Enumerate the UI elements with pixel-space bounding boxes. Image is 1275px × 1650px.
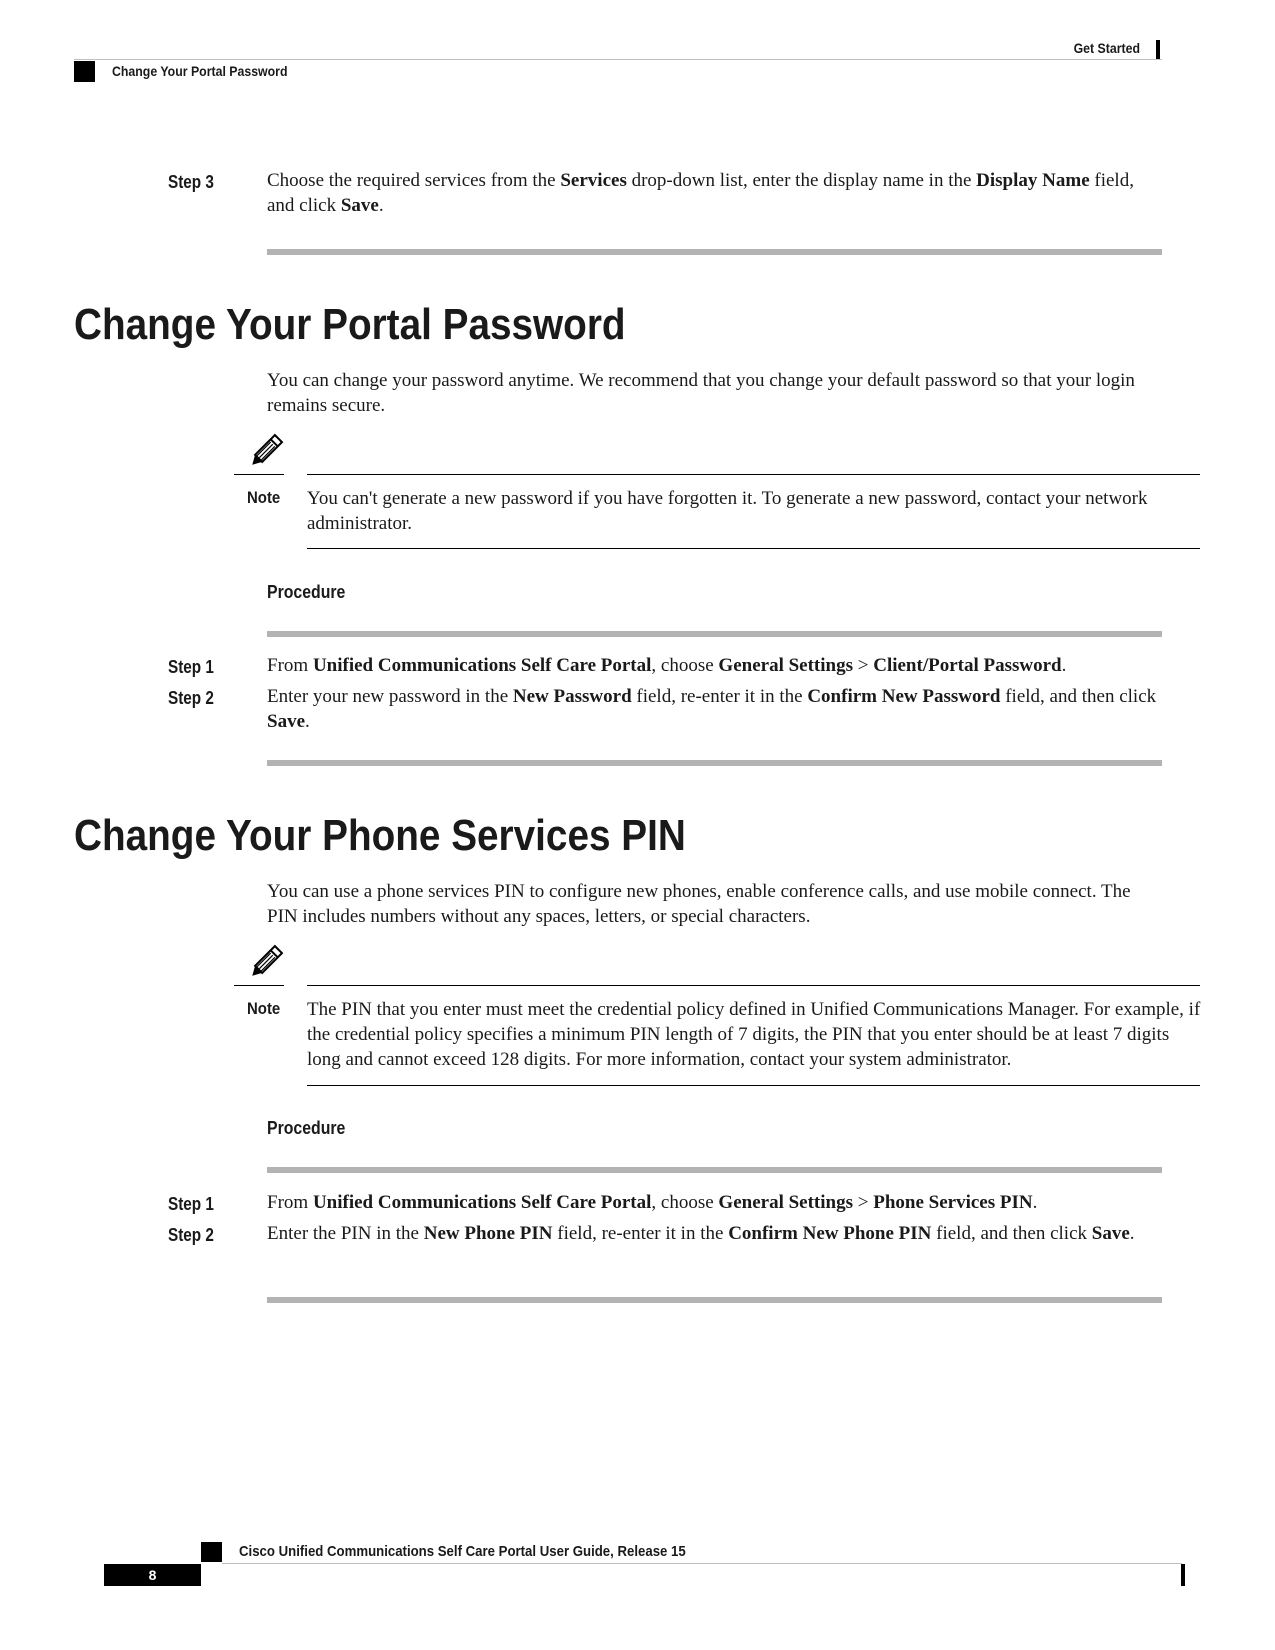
note-text: The PIN that you enter must meet the credential policy defined in Unified Communications Manager. For example, if the credential policy specifies a minimum PIN length of 7 digits, the PIN that you enter should be at least 7 digits long and cannot exceed 128 digits. For more information, contact your system administrator.: [307, 999, 1201, 1070]
section-intro: You can use a phone services PIN to configure new phones, enable conference calls, and use mobile connect. The PIN includes numbers without any spaces, letters, or special characters.: [267, 881, 1131, 927]
step-text: Enter your new password in the New Password field, re-enter it in the Confirm New Password field, and then click Save.: [267, 686, 1157, 732]
header-rule: [74, 59, 1162, 60]
footer-book-title: Cisco Unified Communications Self Care Portal User Guide, Release 15: [239, 1543, 686, 1560]
section-title-portal-password: Change Your Portal Password: [74, 300, 626, 349]
running-header-chapter: Get Started: [1073, 40, 1140, 56]
step-text: From Unified Communications Self Care Portal, choose General Settings > Phone Services PIN.: [267, 1192, 1038, 1213]
note-bottom-rule: [307, 1085, 1200, 1086]
note-icon-rule: [234, 474, 284, 475]
step-text: Choose the required services from the Services drop-down list, enter the display name in the Display Name field, and click Save.: [267, 170, 1134, 216]
procedure-start-rule: [267, 1167, 1162, 1173]
note-icon-rule: [234, 985, 284, 986]
running-header-section: Change Your Portal Password: [112, 63, 288, 79]
note-top-rule: [307, 474, 1200, 475]
step-label: Step 2: [168, 1225, 214, 1245]
page-number: 8: [104, 1564, 201, 1586]
procedure-end-rule: [267, 1297, 1162, 1303]
header-right-bar: [1156, 40, 1160, 60]
step-label: Step 3: [168, 172, 214, 192]
note-label: Note: [247, 999, 281, 1018]
note-bottom-rule: [307, 548, 1200, 549]
section-intro: You can change your password anytime. We recommend that you change your default password so that your login remains secure.: [267, 370, 1135, 416]
procedure-heading: Procedure: [267, 1118, 346, 1138]
note-text: You can't generate a new password if you have forgotten it. To generate a new password, contact your network administrator.: [307, 488, 1148, 534]
pencil-note-icon: [245, 943, 285, 983]
procedure-end-rule: [267, 760, 1162, 766]
step-label: Step 1: [168, 1194, 214, 1214]
note-top-rule: [307, 985, 1200, 986]
header-left-block: [74, 61, 95, 82]
footer-right-bar: [1181, 1564, 1185, 1586]
step-label: Step 1: [168, 657, 214, 677]
note-label: Note: [247, 488, 281, 507]
pencil-note-icon: [245, 432, 285, 472]
section-title-phone-pin: Change Your Phone Services PIN: [74, 811, 686, 860]
footer-rule: [222, 1563, 1182, 1564]
footer-block: [201, 1542, 222, 1562]
procedure-end-rule: [267, 249, 1162, 255]
procedure-heading: Procedure: [267, 582, 346, 602]
step-text: Enter the PIN in the New Phone PIN field, re-enter it in the Confirm New Phone PIN field, and then click Save.: [267, 1223, 1135, 1244]
step-text: From Unified Communications Self Care Portal, choose General Settings > Client/Portal Password.: [267, 655, 1067, 676]
procedure-start-rule: [267, 631, 1162, 637]
step-label: Step 2: [168, 688, 214, 708]
